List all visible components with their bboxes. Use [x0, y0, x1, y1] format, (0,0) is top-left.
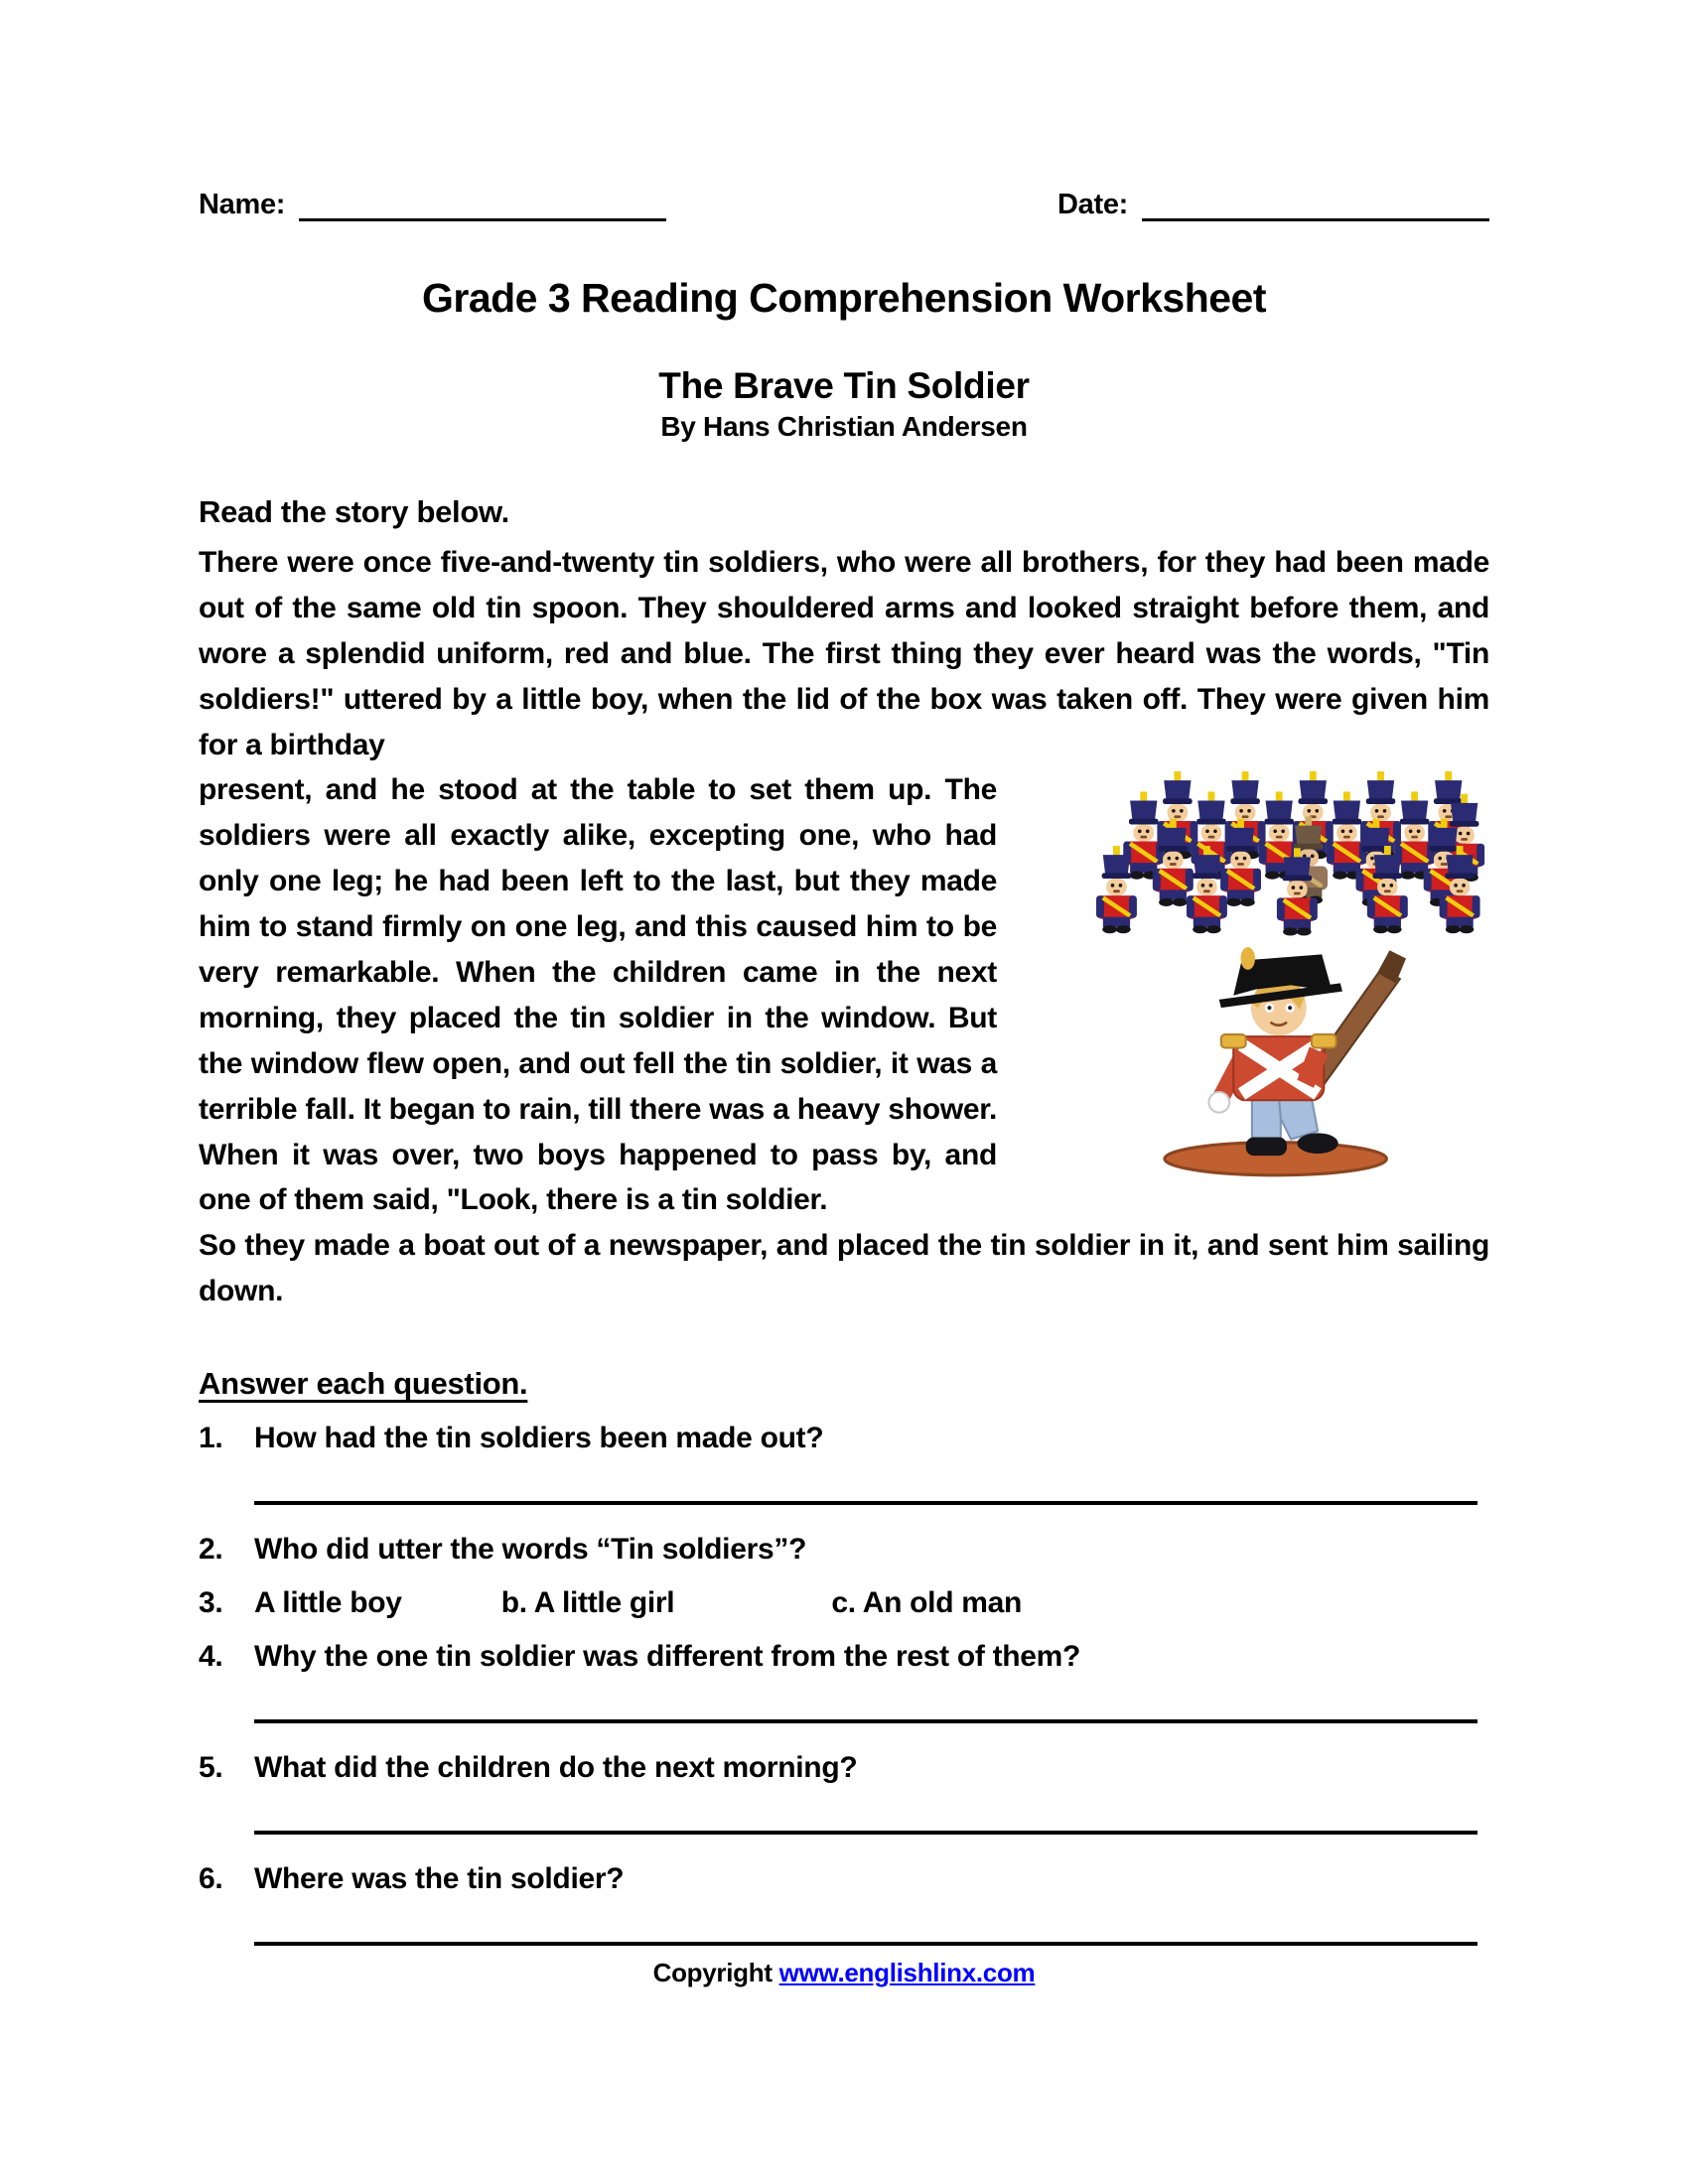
- date-field-group: [1057, 189, 1489, 221]
- name-blank-line: [299, 189, 666, 221]
- question-row-5: [199, 1751, 1489, 1785]
- question-number: 2.: [199, 1533, 223, 1567]
- story-title: The Brave Tin Soldier: [658, 365, 1030, 406]
- answer-blank-line-3: [254, 1831, 1477, 1835]
- question-row-2: [199, 1533, 1489, 1567]
- header-row: [199, 189, 1489, 221]
- name-label: Name:: [199, 189, 286, 220]
- question-row-6: [199, 1862, 1489, 1896]
- option-c: c. An old man: [831, 1586, 1023, 1620]
- option-b: b. A little girl: [500, 1586, 675, 1620]
- answer-section-heading: Answer each question.: [199, 1366, 528, 1402]
- footer-copyright-label: Copyright: [652, 1958, 773, 1988]
- story-illustrations: [1023, 771, 1489, 1198]
- question-text: Where was the tin soldier?: [254, 1862, 625, 1896]
- question-number: 3.: [199, 1586, 223, 1620]
- question-row-1: [199, 1422, 1489, 1455]
- question-row-4: [199, 1640, 1489, 1674]
- answer-blank-line-4: [254, 1942, 1477, 1946]
- story-byline: By Hans Christian Andersen: [660, 411, 1028, 442]
- answer-blank-line-1: [254, 1501, 1477, 1505]
- question-row-3: [199, 1586, 1489, 1620]
- question-number: 6.: [199, 1862, 223, 1896]
- story-paragraph-2: present, and he stood at the table to set them up. The soldiers were all exactly alike, excepting one, who had only one leg; he had been left to the last, but they made him to stand firmly on one leg, and this caused him to be very remarkable. When the children came in the next morning, they placed the tin soldier in the window. But the window flew open, and out fell the tin soldier, it was a terrible fall. It began to rain, till there was a heavy shower. When it was over, two boys happened to pass by, and one of them said, "Look, there is a tin soldier.: [199, 773, 997, 1217]
- question-text: Who did utter the words “Tin soldiers”?: [254, 1533, 807, 1567]
- question-number: 5.: [199, 1751, 223, 1785]
- story-paragraph-3: So they made a boat out of a newspaper, and placed the tin soldier in it, and sent him sailing down.: [199, 1229, 1489, 1308]
- tin-soldier-group-illustration: [1082, 771, 1489, 936]
- question-number: 1.: [199, 1422, 223, 1455]
- read-instruction: Read the story below.: [199, 494, 509, 529]
- name-field-group: [199, 189, 666, 221]
- footer: [199, 1958, 1489, 1988]
- footer-link[interactable]: www.englishlinx.com: [778, 1958, 1036, 1988]
- question-text: Why the one tin soldier was different from the rest of them?: [254, 1640, 1081, 1674]
- date-blank-line: [1142, 189, 1489, 221]
- single-soldier-wrap: [1137, 944, 1435, 1194]
- choice-options-row: [254, 1586, 1489, 1620]
- question-text: How had the tin soldiers been made out?: [254, 1422, 824, 1455]
- option-a: A little boy: [254, 1586, 402, 1620]
- answer-blank-line-2: [254, 1719, 1477, 1723]
- page-title: Grade 3 Reading Comprehension Worksheet: [421, 275, 1267, 321]
- date-label: Date:: [1056, 189, 1128, 220]
- story-paragraph-1: There were once five-and-twenty tin soldiers, who were all brothers, for they had been made out of the same old tin spoon. They shouldered arms and looked straight before them, and wore a splendid uniform, red and blue. The first thing they ever heard was the words, "Tin soldiers!" uttered by a little boy, when the lid of the box was taken off. They were given him for a birthday: [199, 546, 1489, 761]
- question-number: 4.: [199, 1640, 223, 1674]
- tin-soldier-with-rifle-illustration: [1137, 944, 1435, 1180]
- story-text-block: [199, 540, 1489, 1314]
- question-text: What did the children do the next morning?: [254, 1751, 858, 1785]
